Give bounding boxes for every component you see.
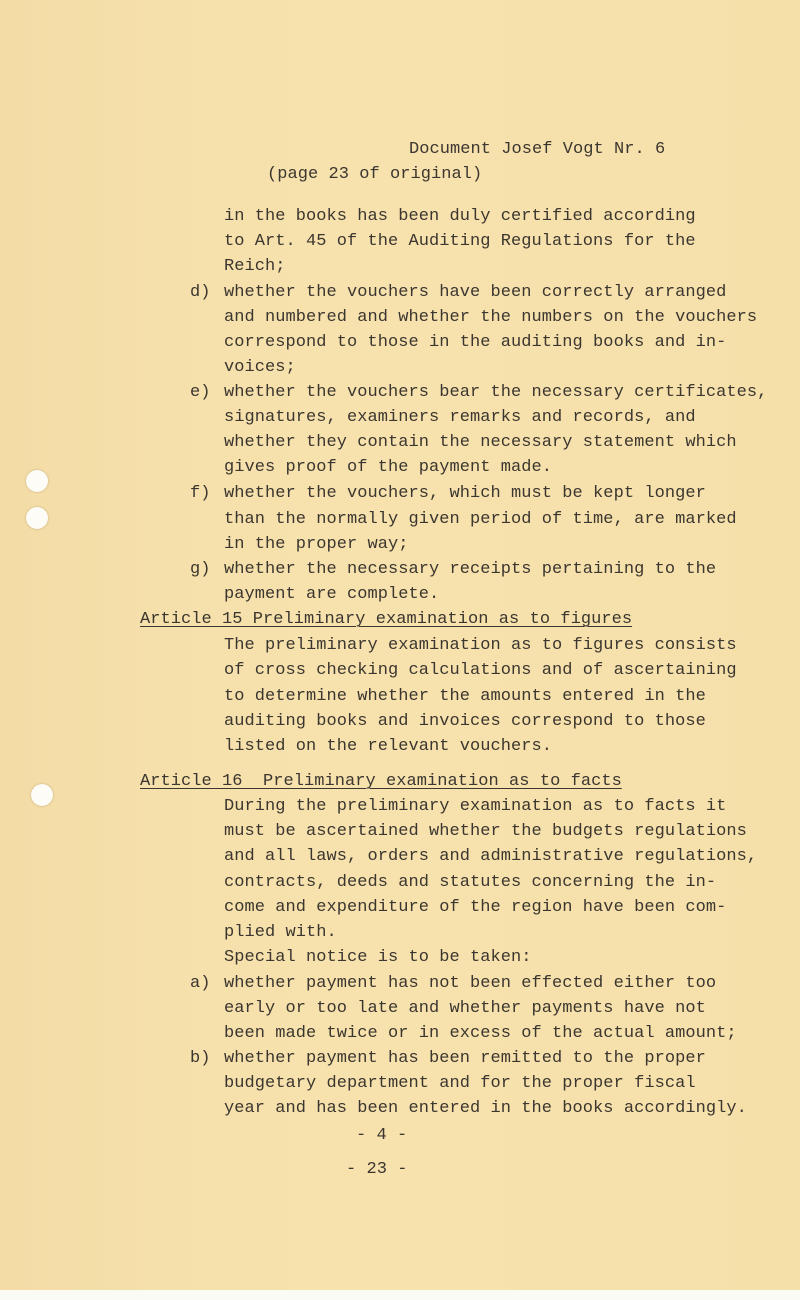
punch-hole: [26, 470, 48, 492]
text-line: whether payment has not been effected either too: [224, 974, 717, 993]
text-line: contracts, deeds and statutes concerning the in-: [224, 873, 717, 892]
page-number: - 4 -: [356, 1126, 408, 1145]
scan-edge: [0, 1290, 800, 1300]
text-line: and numbered and whether the numbers on the vouchers: [224, 308, 758, 327]
list-item-label: f): [190, 484, 211, 503]
document-title: Document Josef Vogt Nr. 6: [409, 140, 666, 159]
text-line: gives proof of the payment made.: [224, 458, 553, 477]
text-line: in the proper way;: [224, 535, 409, 554]
text-line: and all laws, orders and administrative regulations,: [224, 847, 758, 866]
text-line: come and expenditure of the region have been com-: [224, 898, 727, 917]
list-item-label: g): [190, 560, 211, 579]
punch-hole: [31, 784, 53, 806]
text-line: whether the necessary receipts pertaining to the: [224, 560, 717, 579]
article-heading: Article 15 Preliminary examination as to figures: [140, 610, 633, 629]
text-line: signatures, examiners remarks and records, and: [224, 408, 696, 427]
list-item-label: a): [190, 974, 211, 993]
original-page-number: - 23 -: [346, 1160, 408, 1179]
article-heading: Article 16 Preliminary examination as to facts: [140, 772, 622, 791]
text-line: early or too late and whether payments have not: [224, 999, 706, 1018]
punch-hole: [26, 507, 48, 529]
page-reference: (page 23 of original): [267, 165, 483, 184]
text-line: year and has been entered in the books accordingly.: [224, 1099, 747, 1118]
text-line: payment are complete.: [224, 585, 440, 604]
list-item-label: b): [190, 1049, 211, 1068]
text-line: whether the vouchers, which must be kept longer: [224, 484, 706, 503]
text-line: than the normally given period of time, are marked: [224, 510, 737, 529]
text-line: budgetary department and for the proper fiscal: [224, 1074, 696, 1093]
text-line: of cross checking calculations and of ascertaining: [224, 661, 737, 680]
text-line: whether the vouchers bear the necessary certificates,: [224, 383, 768, 402]
text-line: The preliminary examination as to figures consists: [224, 636, 737, 655]
text-line: correspond to those in the auditing books and in-: [224, 333, 727, 352]
text-line: to determine whether the amounts entered in the: [224, 687, 706, 706]
text-line: whether payment has been remitted to the proper: [224, 1049, 706, 1068]
text-line: Reich;: [224, 257, 286, 276]
text-line: whether they contain the necessary statement which: [224, 433, 737, 452]
text-line: voices;: [224, 358, 296, 377]
text-line: During the preliminary examination as to facts it: [224, 797, 727, 816]
text-line: plied with.: [224, 923, 337, 942]
text-line: Special notice is to be taken:: [224, 948, 532, 967]
text-line: in the books has been duly certified according: [224, 207, 696, 226]
text-line: whether the vouchers have been correctly arranged: [224, 283, 727, 302]
text-line: auditing books and invoices correspond to those: [224, 712, 706, 731]
text-line: to Art. 45 of the Auditing Regulations for the: [224, 232, 696, 251]
text-line: been made twice or in excess of the actual amount;: [224, 1024, 737, 1043]
text-line: must be ascertained whether the budgets regulations: [224, 822, 747, 841]
list-item-label: d): [190, 283, 211, 302]
list-item-label: e): [190, 383, 211, 402]
text-line: listed on the relevant vouchers.: [224, 737, 553, 756]
